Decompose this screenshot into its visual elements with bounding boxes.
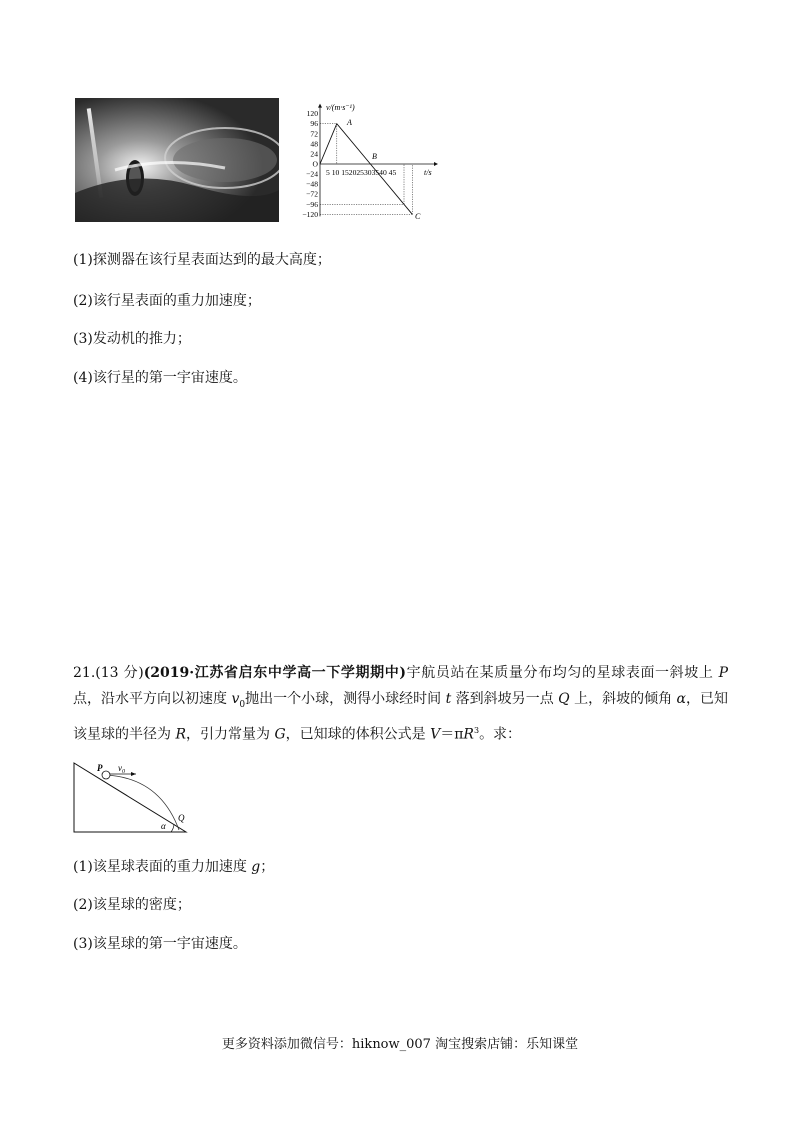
diagram-label-alpha: α (161, 821, 166, 831)
y-tick-label: 24 (310, 149, 318, 159)
diagram-label-v0: $v_0$ (118, 763, 125, 775)
y-tick-label: −120 (302, 209, 318, 219)
question-20-4: (4)该行星的第一宇宙速度。 (73, 370, 247, 386)
problem-21-number: 21.(13 分) (73, 665, 144, 681)
diagram-label-q: Q (178, 813, 185, 823)
x-axis-arrow (434, 162, 438, 166)
velocity-time-graph (296, 98, 446, 224)
y-tick-label: −24 (306, 169, 318, 179)
x-axis-label: t/s (424, 168, 432, 177)
y-tick-label: 48 (310, 139, 318, 149)
question-21-1: (1)该星球表面的重力加速度 g； (73, 859, 275, 875)
y-axis-label: v/(m·s⁻¹) (326, 103, 355, 112)
ball-icon (102, 771, 110, 779)
y-tick-label: 96 (310, 119, 318, 129)
slope-diagram (70, 758, 192, 836)
point-label-a: A (347, 118, 352, 127)
question-20-3: (3)发动机的推力； (73, 331, 191, 347)
question-20-1: (1)探测器在该行星表面达到的最大高度； (73, 252, 331, 268)
question-21-2: (2)该星球的密度； (73, 897, 191, 913)
y-tick-label: −72 (306, 189, 318, 199)
x-ticks-label: 5 10 152025303540 45 (326, 168, 397, 177)
point-label-c: C (415, 212, 421, 221)
footer-text: 更多资料添加微信号：hiknow_007 淘宝搜索店铺：乐知课堂 (221, 1037, 579, 1052)
question-20-2: (2)该行星表面的重力加速度； (73, 293, 261, 309)
y-tick-label: −96 (306, 199, 318, 209)
problem-21-text: 21.(13 分)(2019·江苏省启东中学高一下学期期中)宇航员站在某质量分布均匀的星球表面一斜坡上 P 点，沿水平方向以初速度 $v_0$抛出一个小球，测得小球经时间 t 落到斜坡另一点 Q 上，斜坡的倾角 α，已知该星球的半径为 R，引力常量为 G，已知球的体积公式是 $V=\pi R^3$。求： (73, 665, 729, 743)
y-tick-label: 72 (310, 129, 318, 139)
y-tick-label: 120 (306, 109, 318, 119)
y-axis-arrow (318, 104, 322, 108)
y-tick-label: −48 (306, 179, 318, 189)
point-label-b: B (372, 152, 377, 161)
spacecraft-photo (75, 98, 279, 222)
diagram-label-p: P (97, 763, 103, 773)
y-tick-label: O (312, 159, 318, 169)
question-21-3: (3)该星球的第一宇宙速度。 (73, 936, 247, 952)
problem-21-source: (2019·江苏省启东中学高一下学期期中) (143, 665, 406, 681)
